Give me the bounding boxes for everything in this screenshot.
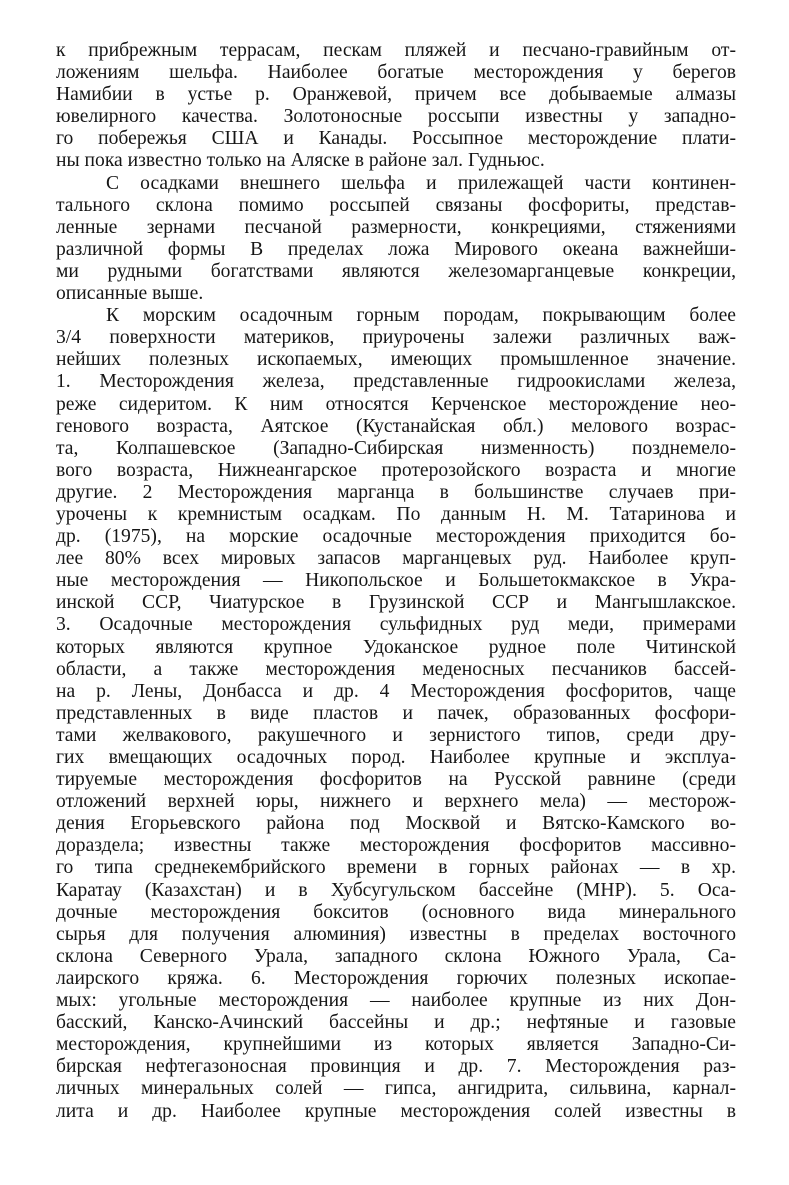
text-line: ложениям шельфа. Наиболее богатые месторождения у берегов bbox=[56, 62, 736, 84]
text-line: инской ССР, Чиатурское в Грузинской ССР и Мангышлакское. bbox=[56, 592, 736, 614]
text-line: тируемые месторождения фосфоритов на Русской равнине (среди bbox=[56, 769, 736, 791]
page-text bbox=[56, 40, 736, 1123]
text-line: отложений верхней юры, нижнего и верхнего мела) — месторож- bbox=[56, 791, 736, 813]
text-line: дочные месторождения бокситов (основного вида минерального bbox=[56, 901, 736, 923]
text-line: различной формы В пределах ложа Мирового океана важнейши- bbox=[56, 238, 736, 260]
text-line: тального склона помимо россыпей связаны фосфориты, представ- bbox=[56, 194, 736, 216]
text-line: которых являются крупное Удоканское рудное поле Читинской bbox=[56, 636, 736, 658]
text-line: ные месторождения — Никопольское и Большетокмакское в Укра- bbox=[56, 570, 736, 592]
text-line: месторождения, крупнейшими из которых является Западно-Си- bbox=[56, 1034, 736, 1056]
text-line: вого возраста, Нижнеангарское протерозойского возраста и многие bbox=[56, 459, 736, 481]
text-line: к прибрежным террасам, пескам пляжей и песчано-гравийным от- bbox=[56, 40, 736, 61]
text-line: нейших полезных ископаемых, имеющих промышленное значение. bbox=[56, 349, 736, 371]
text-line: др. (1975), на морские осадочные месторождения приходится бо- bbox=[56, 526, 736, 548]
text-line: басский, Канско-Ачинский бассейны и др.; нефтяные и газовые bbox=[56, 1012, 736, 1034]
text-line: гих вмещающих осадочных пород. Наиболее крупные и эксплуа- bbox=[56, 747, 736, 768]
paragraph bbox=[56, 173, 736, 306]
text-line: дения Егорьевского района под Москвой и Вятско-Камского во- bbox=[56, 813, 736, 835]
text-line: сырья для получения алюминия) известны в пределах восточного bbox=[56, 923, 736, 945]
text-line: на р. Лены, Донбасса и др. 4 Месторождения фосфоритов, чаще bbox=[56, 680, 736, 702]
text-line: личных минеральных солей — гипса, ангидрита, сильвина, карнал- bbox=[56, 1078, 736, 1100]
text-line: тами желвакового, ракушечного и зернистого типов, среди дру- bbox=[56, 724, 736, 746]
paragraph bbox=[56, 305, 736, 1122]
text-line: ми рудными богатствами являются железомарганцевые конкреции, bbox=[56, 260, 736, 282]
text-line: С осадками внешнего шельфа и прилежащей части континен- bbox=[106, 172, 736, 194]
text-line: ны пока известно только на Аляске в районе зал. Гудньюс. bbox=[56, 150, 545, 172]
text-line: лаирского кряжа. 6. Месторождения горючих полезных ископае- bbox=[56, 967, 736, 989]
text-line: лее 80% всех мировых запасов марганцевых руд. Наиболее круп- bbox=[56, 548, 736, 570]
text-line: та, Колпашевское (Западно-Сибирская низменность) позднемело- bbox=[56, 437, 736, 459]
text-line: урочены к кремнистым осадкам. По данным Н. М. Татаринова и bbox=[56, 503, 736, 525]
text-line: 3. Осадочные месторождения сульфидных руд меди, примерами bbox=[56, 614, 736, 636]
text-line: ювелирного качества. Золотоносные россыпи известны у западно- bbox=[56, 106, 736, 128]
text-line: генового возраста, Аятское (Кустанайская обл.) мелового возрас- bbox=[56, 415, 736, 437]
text-line: го типа среднекембрийского времени в горных районах — в хр. bbox=[56, 857, 736, 879]
text-line: 1. Месторождения железа, представленные гидроокислами железа, bbox=[56, 371, 736, 393]
paragraph bbox=[56, 40, 736, 173]
text-line: К морским осадочным горным породам, покрывающим более bbox=[106, 305, 736, 327]
text-line: склона Северного Урала, западного склона Южного Урала, Са- bbox=[56, 945, 736, 967]
text-line: Намибии в устье р. Оранжевой, причем все добываемые алмазы bbox=[56, 84, 736, 106]
text-line: дораздела; известны также месторождения фосфоритов массивно- bbox=[56, 835, 736, 857]
text-line: другие. 2 Месторождения марганца в большинстве случаев при- bbox=[56, 481, 736, 503]
text-line: Каратау (Казахстан) и в Хубсугульском бассейне (МНР). 5. Оса- bbox=[56, 879, 736, 901]
text-line: реже сидеритом. К ним относятся Керченское месторождение нео- bbox=[56, 393, 736, 415]
text-line: бирская нефтегазоносная провинция и др. 7. Месторождения раз- bbox=[56, 1056, 736, 1078]
text-line: описанные выше. bbox=[56, 283, 204, 305]
text-line: го побережья США и Канады. Россыпное месторождение плати- bbox=[56, 128, 736, 150]
text-line: лита и др. Наиболее крупные месторождения солей известны в bbox=[56, 1100, 736, 1122]
text-line: представленных в виде пластов и пачек, образованных фосфори- bbox=[56, 702, 736, 724]
text-line: 3/4 поверхности материков, приурочены залежи различных важ- bbox=[56, 327, 736, 349]
text-line: мых: угольные месторождения — наиболее крупные из них Дон- bbox=[56, 990, 736, 1012]
text-line: области, а также месторождения меденосных песчаников бассей- bbox=[56, 658, 736, 680]
text-line: ленные зернами песчаной размерности, конкрециями, стяжениями bbox=[56, 216, 736, 238]
